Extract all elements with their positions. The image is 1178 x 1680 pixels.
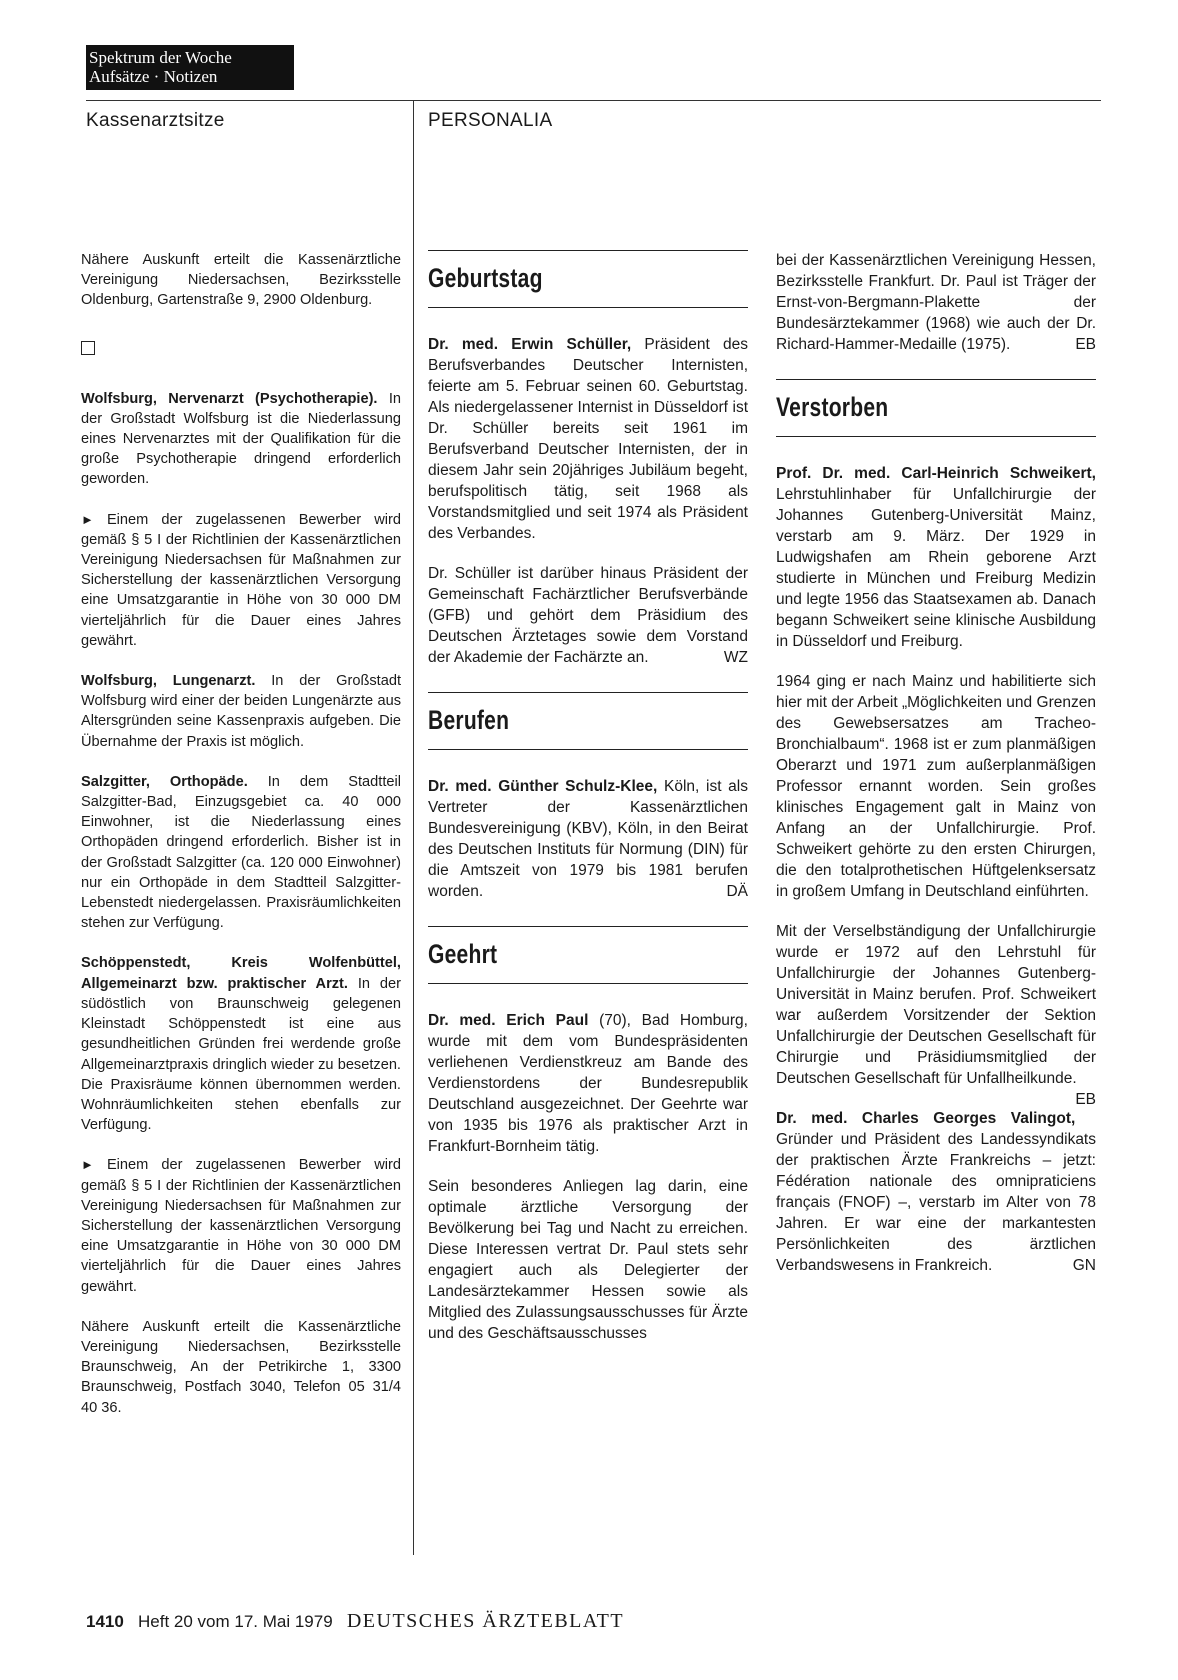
paragraph	[776, 463, 1096, 652]
paragraph-text: Dr. Schüller ist darüber hinaus Präsident der Gemeinschaft Fachärztlicher Berufsverbände (GFB) und gehört dem Präsidium des Deutschen Ärztetages sowie dem Vorstand der Akademie der Fachärzte an.	[428, 565, 748, 666]
paragraph: Nähere Auskunft erteilt die Kassenärztliche Vereinigung Niedersachsen, Bezirksstelle Oldenburg, Gartenstraße 9, 2900 Oldenburg.	[81, 252, 401, 309]
heading-geehrt: Geehrt	[428, 939, 498, 969]
paragraph-lead: Schöppenstedt, Kreis Wolfenbüttel, Allgemeinarzt bzw. praktischer Arzt.	[81, 955, 401, 992]
paragraph-lead: Salzgitter, Orthopäde.	[81, 773, 248, 790]
paragraph-text: Einem der zugelassenen Bewerber wird gemäß § 5 I der Richtlinien der Kassenärztlichen Vereinigung Niedersachsen für Maßnahmen zur Sicherstellung der kassenärztlichen Versorgung eine Umsatzgarantie in Höhe von 30 000 DM vierteljährlich für die Dauer eines Jahres gewährt.	[81, 1157, 401, 1295]
paragraph-text: In der Großstadt Wolfsburg ist die Niederlassung eines Nervenarztes mit der Qualifikation für die große Psychotherapie dringend erforderlich geworden.	[81, 390, 402, 488]
heading-rule	[428, 692, 748, 693]
paragraph	[428, 776, 748, 902]
section-title-kassenarztsitze: Kassenarztsitze	[86, 110, 225, 131]
heading-rule	[428, 307, 748, 308]
paragraph	[428, 1010, 748, 1157]
top-rule	[86, 100, 1101, 101]
heading-rule	[776, 436, 1096, 437]
author-sign: EB	[1075, 336, 1096, 353]
paragraph	[81, 671, 401, 752]
column-kassenarztsitze	[81, 250, 401, 1438]
paragraph-lead: Wolfsburg, Lungenarzt.	[81, 673, 256, 690]
author-sign: DÄ	[726, 883, 748, 900]
paragraph-text: Lehrstuhlinhaber für Unfallchirurgie der Johannes Gutenberg-Universität Mainz, verstarb am 9. März. Der 1929 in Ludwigshafen am Rhein geborene Arzt studierte in München und Freiburg Medizin und legte 1956 das Staatsexamen ab. Danach begann Schweikert seine klinische Ausbildung in Düsseldorf und Freiburg.	[776, 486, 1096, 650]
paragraph-lead: Dr. med. Günther Schulz-Klee,	[428, 778, 658, 795]
paragraph	[81, 389, 401, 490]
checkbox-icon	[81, 341, 95, 355]
heading-rule	[776, 379, 1096, 380]
triangle-bullet-icon: ►	[81, 511, 94, 527]
page-footer	[86, 1610, 624, 1633]
issue-info: Heft 20 vom 17. Mai 1979	[138, 1612, 333, 1631]
column-personalia-1	[428, 250, 748, 1363]
paragraph: Nähere Auskunft erteilt die Kassenärztliche Vereinigung Niedersachsen, Bezirksstelle Braunschweig, An der Petrikirche 1, 3300 Braunschweig, Postfach 3040, Telefon 05 31/4 40 36.	[81, 1318, 401, 1416]
paragraph-text: Köln, ist als Vertreter der Kassenärztlichen Bundesvereinigung (KBV), Köln, in den Beirat des Deutschen Instituts für Normung (DIN) für die Amtszeit von 1979 bis 1981 berufen worden.	[428, 778, 748, 900]
magazine-name: DEUTSCHES ÄRZTEBLATT	[346, 1610, 625, 1632]
paragraph-text: Präsident des Berufsverbandes Deutscher Internisten, feierte am 5. Februar seinen 60. Geburtstag. Als niedergelassener Internist in Düsseldorf ist Dr. Schüller bereits seit 1961 im Berufsverband Deutscher Internisten, der in diesem Jahr sein 20jähriges Jubiläum begeht, berufspolitisch tätig, seit 1968 als Vorstandsmitglied und seit 1974 als Präsident des Verbandes.	[428, 336, 748, 542]
paragraph-text: bei der Kassenärztlichen Vereinigung Hessen, Bezirksstelle Frankfurt. Dr. Paul ist Träger der Ernst-von-Bergmann-Plakette der Bundesärztekammer (1968) wie auch der Dr. Richard-Hammer-Medaille (1975).	[776, 252, 1096, 353]
paragraph-text: Einem der zugelassenen Bewerber wird gemäß § 5 I der Richtlinien der Kassenärztlichen Vereinigung Niedersachsen für Maßnahmen zur Sicherstellung der kassenärztlichen Versorgung eine Umsatzgarantie in Höhe von 30 000 DM vierteljährlich für die Dauer eines Jahres gewährt.	[81, 511, 401, 649]
heading-rule	[428, 983, 748, 984]
paragraph-lead: Dr. med. Erich Paul	[428, 1012, 589, 1029]
section-badge	[86, 45, 294, 90]
paragraph: 1964 ging er nach Mainz und habilitierte sich hier mit der Arbeit „Möglichkeiten und Grenzen des Gewebsersatzes am Tracheo-Bronchialbaum“. 1968 ist er zum planmäßigen Oberarzt und 1971 zum außerplanmäßigen Professor ernannt worden. Sein großes klinisches Engagement galt in Mainz von Anfang an der Unfallchirurgie. Prof. Schweikert gehörte zu den ersten Chirurgen, die den totalprothetischen Hüftgelenksersatz in großem Umfang in Deutschland einführten.	[776, 673, 1096, 900]
paragraph-lead: Dr. med. Erwin Schüller,	[428, 336, 632, 353]
triangle-bullet-icon: ►	[81, 1157, 94, 1173]
paragraph-lead: Dr. med. Charles Georges Valingot,	[776, 1110, 1076, 1127]
badge-line-2: Aufsätze · Notizen	[89, 67, 218, 86]
paragraph	[81, 953, 401, 1135]
section-title-personalia: PERSONALIA	[428, 110, 553, 131]
paragraph-text: Gründer und Präsident des Landessyndikats der praktischen Ärzte Frankreichs – jetzt: Fédération nationale des omnipraticiens français (FNOF) –, verstarb im Alter von 78 Jahren. Er war eine der markantesten Persönlichkeiten des ärztlichen Verbandswesens in Frankreich.	[776, 1131, 1096, 1274]
heading-geburtstag: Geburtstag	[428, 263, 543, 293]
heading-rule	[428, 926, 748, 927]
column-divider	[413, 100, 414, 1555]
author-sign: WZ	[723, 649, 748, 666]
author-sign: EB	[1075, 1091, 1096, 1108]
paragraph-text: In dem Stadtteil Salzgitter-Bad, Einzugsgebiet ca. 40 000 Einwohner, ist die Niederlassung eines Orthopäden dringend erforderlich. Bisher ist in der Großstadt Salzgitter (ca. 120 000 Einwohner) nur ein Orthopäde in dem Stadtteil Salzgitter-Lebenstedt niedergelassen. Praxisräumlichkeiten stehen zur Verfügung.	[81, 773, 401, 932]
paragraph	[428, 563, 748, 668]
paragraph-text: Mit der Verselbständigung der Unfallchirurgie wurde er 1972 auf den Lehrstuhl für Unfallchirurgie der Johannes Gutenberg-Universität in Mainz berufen. Prof. Schweikert war außerdem Vorsitzender der Sektion Unfallchirurgie der Deutschen Gesellschaft für Chirurgie und Präsidiumsmitglied der Deutschen Gesellschaft für Unfallheilkunde.	[776, 923, 1096, 1087]
paragraph	[428, 334, 748, 544]
heading-rule	[428, 749, 748, 750]
paragraph-text: In der südöstlich von Braunschweig gelegenen Kleinstadt Schöppenstedt ist eine aus gesundheitlichen Gründen frei werdende große Allgemeinarztpraxis dringlich wieder zu besetzen. Die Praxisräume können übernommen werden. Wohnräumlichkeiten stehen ebenfalls zur Verfügung.	[81, 975, 402, 1134]
paragraph	[81, 772, 401, 934]
paragraph	[81, 1155, 401, 1296]
paragraph	[776, 1108, 1096, 1276]
paragraph	[776, 921, 1096, 1108]
paragraph-text: In der Großstadt Wolfsburg wird einer der beiden Lungenärzte aus Altersgründen seine Kassenpraxis aufgeben. Die Übernahme der Praxis ist möglich.	[81, 673, 401, 750]
paragraph-lead: Wolfsburg, Nervenarzt (Psychotherapie).	[81, 390, 378, 407]
column-personalia-2	[776, 250, 1096, 1295]
paragraph: Sein besonderes Anliegen lag darin, eine optimale ärztliche Versorgung der Bevölkerung bei Tag und Nacht zu erreichen. Diese Interessen vertrat Dr. Paul stets sehr engagiert auch als Delegierter der Landesärztekammer Hessen sowie als Mitglied des Zulassungsausschusses für Ärzte und des Geschäftsausschusses	[428, 1178, 748, 1342]
badge-line-1: Spektrum der Woche	[89, 48, 232, 67]
heading-verstorben: Verstorben	[776, 392, 889, 422]
paragraph	[81, 510, 401, 651]
paragraph-text: (70), Bad Homburg, wurde mit dem vom Bundespräsidenten verliehenen Verdienstkreuz am Bande des Verdienstordens der Bundesrepublik Deutschland ausgezeichnet. Der Geehrte war von 1935 bis 1976 als praktischer Arzt in Frankfurt-Bornheim tätig.	[428, 1012, 748, 1155]
page-number: 1410	[86, 1612, 124, 1631]
paragraph-lead: Prof. Dr. med. Carl-Heinrich Schweikert,	[776, 465, 1096, 482]
heading-berufen: Berufen	[428, 705, 510, 735]
paragraph	[776, 250, 1096, 355]
author-sign: GN	[1072, 1257, 1096, 1274]
heading-rule	[428, 250, 748, 251]
